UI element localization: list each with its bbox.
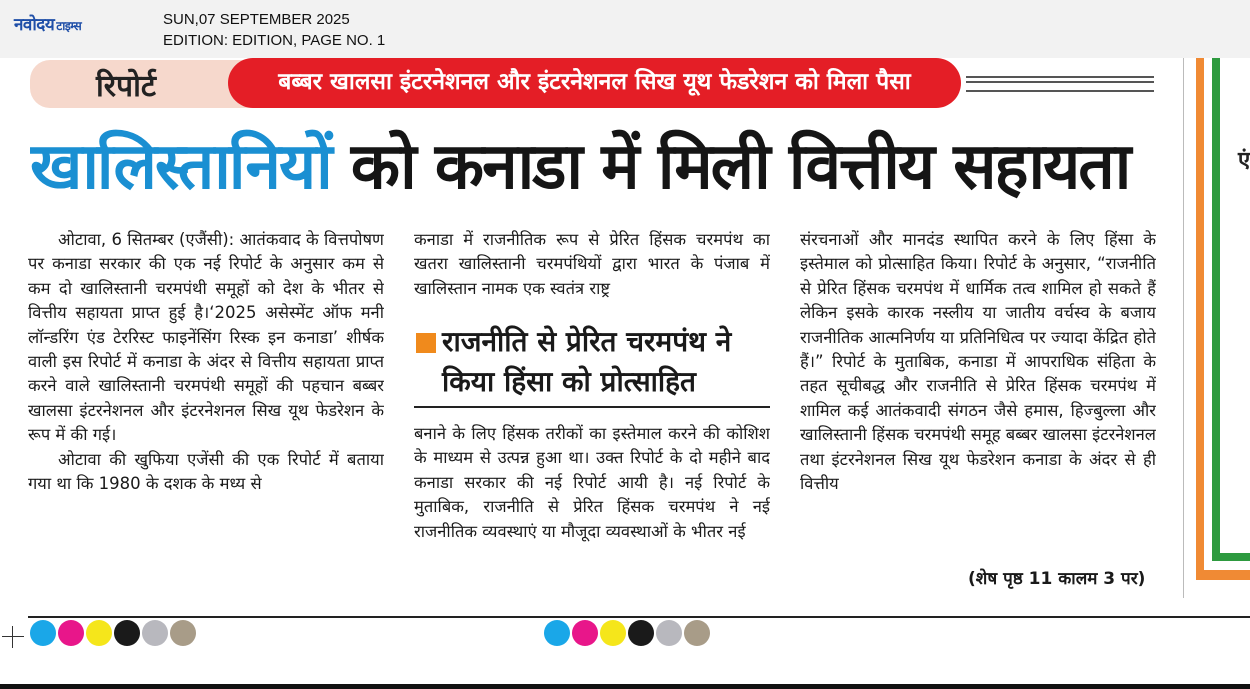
article-column-3 xyxy=(800,228,1156,582)
magenta-swatch xyxy=(572,620,598,646)
tan-swatch xyxy=(170,620,196,646)
paragraph: बनाने के लिए हिंसक तरीकों का इस्तेमाल करने की कोशिश के माध्यम से उत्पन्न हुआ था। उक्त रिपोर्ट के दो महीने बाद कनाडा सरकार की नई रिपोर्ट आयी है। नई रिपोर्ट के मुताबिक, राजनीति से प्रेरित हिंसक चरमपंथ ने नई राजनीतिक व्यवस्थाएं या मौजूदा व्यवस्थाओं के भीतर नई xyxy=(414,424,770,541)
paragraph: संरचनाओं और मानदंड स्थापित करने के लिए हिंसा के इस्तेमाल को प्रोत्साहित किया। रिपोर्ट के अनुसार, “राजनीति से प्रेरित हिंसक चरमपंथ में धार्मिक तत्व शामिल हो सकते हैं लेकिन इसके कारक नस्लीय या जातीय वर्चस्व के बजाय राजनीतिक आत्मनिर्णय या प्रतिनिधित्व पर ज्यादा केंद्रित होते हैं।” रिपोर्ट के मुताबिक, कनाडा में आपराधिक संहिता के तहत सूचीबद्ध और राजनीति से प्रेरित हिंसक चरमपंथ में शामिल कई आतंकवादी संगठन जैसे हमास, हिज्बुल्ला और खालिस्तानी हिंसक चरमपंथी समूह बब्बर खालसा इंटरनेशनल तथा इंटरनेशनल सिख यूथ फेडरेशन कनाडा के अंदर से ही वित्तीय xyxy=(800,230,1156,494)
top-bar xyxy=(0,0,1250,59)
registration-crosshair-icon xyxy=(2,626,24,648)
publication-logo[interactable] xyxy=(14,12,81,35)
logo-text: नवोदय xyxy=(14,15,55,35)
paragraph: ओटावा की खुफिया एजेंसी की एक रिपोर्ट में बताया गया था कि 1980 के दशक के मध्य से xyxy=(28,449,384,494)
color-registration-marks-left xyxy=(30,620,200,646)
page-bottom-rule xyxy=(28,616,1250,618)
adjacent-headline-fragment: एं xyxy=(1238,148,1250,173)
paragraph: कनाडा में राजनीतिक रूप से प्रेरित हिंसक चरमपंथ का खतरा खालिस्तानी चरमपंथियों द्वारा भारत के पंजाब में खालिस्तान नामक एक स्वतंत्र राष्ट्र xyxy=(414,230,770,298)
logo-subtext: टाइम्स xyxy=(56,19,82,33)
magenta-swatch xyxy=(58,620,84,646)
page-bottom-edge xyxy=(0,684,1250,689)
decorative-rules xyxy=(966,76,1154,92)
cyan-swatch xyxy=(30,620,56,646)
tan-swatch xyxy=(684,620,710,646)
grey-swatch xyxy=(142,620,168,646)
yellow-swatch xyxy=(86,620,112,646)
cyan-swatch xyxy=(544,620,570,646)
edition-info xyxy=(163,9,385,51)
edition-page: EDITION: EDITION, PAGE NO. 1 xyxy=(163,32,386,49)
kicker-tag xyxy=(30,60,260,108)
sub-heading xyxy=(414,320,770,408)
kicker-label: रिपोर्ट xyxy=(96,69,156,104)
headline-rest: को कनाडा में मिली वित्तीय सहायता xyxy=(330,130,1130,204)
black-swatch xyxy=(628,620,654,646)
main-headline xyxy=(30,122,1155,214)
article-column-2-bottom xyxy=(414,422,770,582)
sub-heading-line-2: किया हिंसा को प्रोत्साहित xyxy=(442,365,697,398)
grey-swatch xyxy=(656,620,682,646)
continued-on-note: (शेष पृष्ठ 11 कालम 3 पर) xyxy=(968,569,1146,589)
sub-headline-banner: बब्बर खालसा इंटरनेशनल और इंटरनेशनल सिख यूथ फेडरेशन को मिला पैसा xyxy=(228,58,961,108)
headline-highlight: खालिस्तानियों xyxy=(30,130,331,204)
paragraph: ओटावा, 6 सितम्बर (एजैंसी): आतंकवाद के वित्तपोषण पर कनाडा सरकार की एक नई रिपोर्ट के अनुसार कम से कम दो खालिस्तानी चरमपंथी समूहों को देश के भीतर से वित्तीय सहायता प्राप्त हुई है।‘2025 असेस्मेंट ऑफ मनी लॉन्डरिंग एंड टेररिस्ट फाइनेंसिंग रिस्क इन कनाडा’ शीर्षक वाली इस रिपोर्ट में कनाडा के अंदर से वित्तीय सहायता प्राप्त करने वाले खालिस्तानी चरमपंथी समूहों की पहचान बब्बर खालसा इंटरनेशनल और इंटरनेशनल सिख यूथ फेडरेशन के रूप में की गई। xyxy=(28,230,384,445)
color-registration-marks-center xyxy=(544,620,714,646)
yellow-swatch xyxy=(600,620,626,646)
newspaper-page xyxy=(0,58,1250,689)
tricolor-stripe-inner xyxy=(1220,58,1250,553)
article-column-1 xyxy=(28,228,384,584)
orange-square-bullet-icon xyxy=(416,333,436,353)
black-swatch xyxy=(114,620,140,646)
sub-heading-line-1: राजनीति से प्रेरित चरमपंथ ने xyxy=(442,325,732,358)
issue-date: SUN,07 SEPTEMBER 2025 xyxy=(163,11,350,28)
article-column-2-top xyxy=(414,228,770,310)
